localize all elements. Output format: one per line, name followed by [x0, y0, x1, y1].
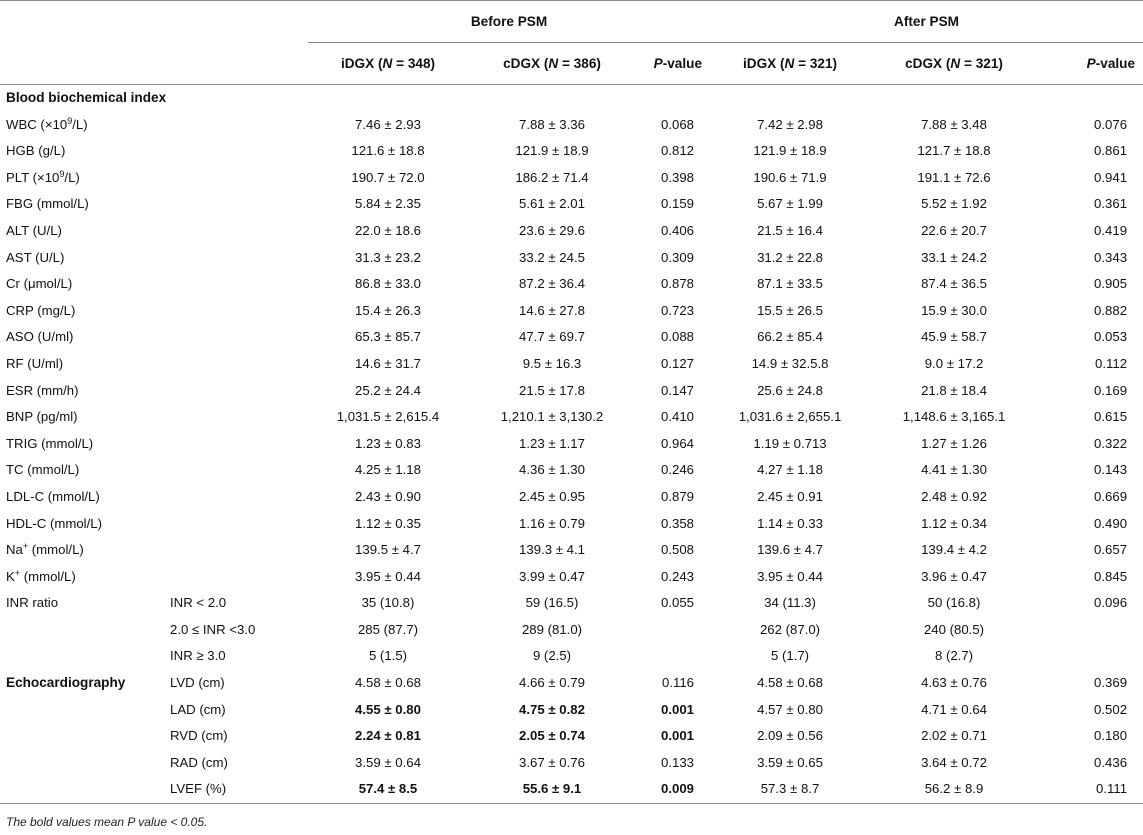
value-cell: 34 (11.3): [764, 595, 816, 611]
value-cell: 15.5 ± 26.5: [757, 302, 823, 318]
row-label: ESR (mm/h): [6, 382, 79, 398]
value-cell: 31.3 ± 23.2: [355, 249, 421, 265]
p-value-cell: [1038, 617, 1143, 644]
table-row: [0, 564, 1143, 591]
table-row: [0, 324, 1143, 351]
p-value-cell: 0.127: [661, 355, 695, 371]
value-cell: 3.96 ± 0.47: [921, 568, 987, 584]
value-cell: 9.0 ± 17.2: [924, 355, 984, 371]
value-cell: 4.27 ± 1.18: [757, 462, 823, 478]
value-cell: 14.9 ± 32.5.8: [751, 355, 829, 371]
p-value-cell: 0.001: [661, 728, 695, 744]
group-header-row: [0, 1, 1143, 43]
row-sublabel: RAD (cm): [170, 754, 228, 770]
column-header: iDGX (N = 348): [308, 43, 468, 85]
value-cell: 1,031.5 ± 2,615.4: [336, 409, 440, 425]
value-cell: 4.63 ± 0.76: [921, 675, 987, 691]
value-cell: 262 (87.0): [759, 621, 821, 637]
row-label: RF (U/ml): [6, 355, 64, 371]
value-cell: 139.3 ± 4.1: [519, 542, 585, 558]
value-cell: 139.5 ± 4.7: [355, 542, 421, 558]
p-value-cell: 0.243: [661, 568, 695, 584]
row-sublabel: INR < 2.0: [170, 595, 227, 611]
row-label: PLT $(\times 10^9/L)$: [6, 168, 80, 185]
value-cell: 2.45 ± 0.95: [519, 488, 585, 504]
before-psm-header: Before PSM: [308, 1, 710, 43]
row-sublabel: LVD (cm): [170, 675, 225, 691]
column-header: P-value: [636, 43, 710, 85]
value-cell: 5 (1.7): [770, 648, 810, 664]
table-row: [0, 218, 1143, 245]
value-cell: 190.7 ± 72.0: [351, 169, 425, 185]
value-cell: 87.4 ± 36.5: [921, 276, 987, 292]
value-cell: 25.6 ± 24.8: [757, 382, 823, 398]
p-value-cell: 0.878: [661, 276, 695, 292]
row-label: CRP (mg/L): [6, 302, 76, 318]
value-cell: 190.6 ± 71.9: [753, 169, 827, 185]
value-cell: 59 (16.5): [525, 595, 579, 611]
value-cell: 7.88 ± 3.48: [921, 116, 987, 132]
table-row: [0, 484, 1143, 511]
p-value-cell: 0.096: [1094, 595, 1128, 611]
row-label: [0, 643, 166, 670]
value-cell: 31.2 ± 22.8: [757, 249, 823, 265]
row-label: Na+ (mmol/L): [6, 541, 84, 558]
p-value-cell: 0.845: [1094, 568, 1128, 584]
p-value-cell: 0.343: [1094, 249, 1128, 265]
value-cell: 33.2 ± 24.5: [519, 249, 585, 265]
p-value-cell: [1038, 643, 1143, 670]
row-label: [0, 697, 166, 724]
row-label: AST (U/L): [6, 249, 65, 265]
row-sublabel: LAD (cm): [170, 701, 226, 717]
value-cell: 1.19 ± 0.713: [753, 435, 827, 451]
p-value-cell: 0.358: [661, 515, 695, 531]
value-cell: 21.5 ± 16.4: [757, 222, 823, 238]
value-cell: 15.4 ± 26.3: [355, 302, 421, 318]
p-value-cell: 0.406: [661, 222, 695, 238]
section-label: Echocardiography: [6, 675, 126, 691]
p-value-cell: 0.398: [661, 169, 695, 185]
value-cell: 4.71 ± 0.64: [921, 701, 987, 717]
value-cell: 4.75 ± 0.82: [519, 701, 585, 717]
value-cell: 50 (16.8): [927, 595, 981, 611]
value-cell: 3.95 ± 0.44: [757, 568, 823, 584]
row-label: [0, 617, 166, 644]
table-row: [0, 723, 1143, 750]
p-value-cell: 0.508: [661, 542, 695, 558]
value-cell: 5 (1.5): [368, 648, 408, 664]
value-cell: 1.12 ± 0.35: [355, 515, 421, 531]
value-cell: 121.7 ± 18.8: [917, 143, 991, 159]
table-row: [0, 457, 1143, 484]
p-value-cell: 0.361: [1094, 196, 1128, 212]
value-cell: 87.2 ± 36.4: [519, 276, 585, 292]
p-value-cell: 0.159: [661, 196, 695, 212]
p-value-cell: 0.322: [1094, 435, 1128, 451]
value-cell: 289 (81.0): [521, 621, 583, 637]
p-value-cell: 0.812: [661, 143, 695, 159]
p-value-cell: 0.502: [1094, 701, 1128, 717]
row-sublabel: LVEF (%): [166, 776, 308, 803]
table-row: [0, 138, 1143, 165]
value-cell: 4.58 ± 0.68: [757, 675, 823, 691]
row-sublabel: INR ≥ 3.0: [170, 648, 226, 664]
value-cell: 186.2 ± 71.4: [515, 169, 589, 185]
p-value-cell: 0.905: [1094, 276, 1128, 292]
value-cell: 86.8 ± 33.0: [355, 276, 421, 292]
row-sublabel: RVD (cm): [170, 728, 228, 744]
row-label: LDL-C (mmol/L): [6, 488, 100, 504]
value-cell: 2.05 ± 0.74: [519, 728, 585, 744]
value-cell: 121.9 ± 18.9: [753, 143, 827, 159]
value-cell: 87.1 ± 33.5: [757, 276, 823, 292]
value-cell: 4.36 ± 1.30: [519, 462, 585, 478]
table-row: [0, 511, 1143, 538]
p-value-cell: 0.068: [661, 116, 695, 132]
value-cell: 5.52 ± 1.92: [921, 196, 987, 212]
row-label: [0, 776, 166, 803]
value-cell: 4.66 ± 0.79: [519, 675, 585, 691]
value-cell: 14.6 ± 27.8: [519, 302, 585, 318]
table-row: [0, 378, 1143, 405]
value-cell: 22.6 ± 20.7: [921, 222, 987, 238]
value-cell: 139.4 ± 4.2: [921, 542, 987, 558]
row-label: ASO (U/ml): [6, 329, 74, 345]
table-row: [0, 750, 1143, 777]
value-cell: 57.3 ± 8.7: [710, 776, 870, 803]
value-cell: 7.42 ± 2.98: [757, 116, 823, 132]
table-body: [0, 85, 1143, 804]
p-value-cell: 0.436: [1094, 754, 1128, 770]
table-row: [0, 670, 1143, 697]
table-row: [0, 590, 1143, 617]
p-value-cell: 0.180: [1094, 728, 1128, 744]
p-value-cell: 0.490: [1094, 515, 1128, 531]
p-value-cell: 0.941: [1094, 169, 1128, 185]
p-value-cell: 0.309: [661, 249, 695, 265]
value-cell: 55.6 ± 9.1: [468, 776, 636, 803]
value-cell: 5.61 ± 2.01: [519, 196, 585, 212]
p-value-cell: 0.116: [661, 675, 695, 691]
value-cell: 4.41 ± 1.30: [921, 462, 987, 478]
table-row: [0, 271, 1143, 298]
p-value-cell: 0.723: [661, 302, 695, 318]
p-value-cell: 0.169: [1094, 382, 1128, 398]
value-cell: 3.64 ± 0.72: [921, 754, 987, 770]
value-cell: 1.27 ± 1.26: [921, 435, 987, 451]
value-cell: 240 (80.5): [923, 621, 985, 637]
value-cell: 2.45 ± 0.91: [757, 488, 823, 504]
p-value-cell: 0.147: [661, 382, 695, 398]
value-cell: 3.59 ± 0.65: [757, 754, 823, 770]
row-label: [0, 723, 166, 750]
value-cell: 2.48 ± 0.92: [921, 488, 987, 504]
value-cell: 1.12 ± 0.34: [921, 515, 987, 531]
value-cell: 23.6 ± 29.6: [519, 222, 585, 238]
row-label: TC (mmol/L): [6, 462, 80, 478]
after-psm-header: After PSM: [710, 1, 1143, 43]
p-value-cell: 0.879: [661, 488, 695, 504]
p-value-cell: 0.657: [1094, 542, 1128, 558]
p-value-cell: 0.861: [1094, 143, 1128, 159]
value-cell: 2.24 ± 0.81: [355, 728, 421, 744]
table-row: [0, 112, 1143, 139]
row-label: ALT (U/L): [6, 222, 62, 238]
table-row: [0, 697, 1143, 724]
table-row: [0, 191, 1143, 218]
value-cell: 1.23 ± 0.83: [355, 435, 421, 451]
value-cell: 2.43 ± 0.90: [355, 488, 421, 504]
value-cell: 3.59 ± 0.64: [355, 754, 421, 770]
value-cell: 57.4 ± 8.5: [308, 776, 468, 803]
row-label: FBG (mmol/L): [6, 196, 89, 212]
p-value-cell: 0.076: [1094, 116, 1128, 132]
value-cell: 5.67 ± 1.99: [757, 196, 823, 212]
row-label: WBC $(\times 10^9/L)$: [6, 115, 88, 132]
p-value-cell: 0.419: [1094, 222, 1128, 238]
value-cell: 14.6 ± 31.7: [355, 355, 421, 371]
table-row: [0, 245, 1143, 272]
value-cell: 65.3 ± 85.7: [355, 329, 421, 345]
value-cell: 3.67 ± 0.76: [519, 754, 585, 770]
row-label: INR ratio: [6, 595, 59, 611]
value-cell: 56.2 ± 8.9: [870, 776, 1038, 803]
p-value-cell: 0.882: [1094, 302, 1128, 318]
table-row: [0, 643, 1143, 670]
value-cell: 7.88 ± 3.36: [519, 116, 585, 132]
value-cell: 2.02 ± 0.71: [921, 728, 987, 744]
p-value-cell: 0.246: [661, 462, 695, 478]
table-row: [0, 431, 1143, 458]
value-cell: 1,031.6 ± 2,655.1: [738, 409, 842, 425]
section-row: [0, 85, 1143, 112]
value-cell: 121.6 ± 18.8: [351, 143, 425, 159]
p-value-cell: 0.112: [1095, 355, 1128, 371]
value-cell: 2.09 ± 0.56: [757, 728, 823, 744]
value-cell: 3.99 ± 0.47: [519, 568, 585, 584]
table-row: [0, 537, 1143, 564]
value-cell: 21.5 ± 17.8: [519, 382, 585, 398]
column-header: P-value: [1038, 43, 1143, 85]
column-header: cDGX (N = 321): [870, 43, 1038, 85]
row-label: HDL-C (mmol/L): [6, 515, 102, 531]
section-label: Blood biochemical index: [6, 90, 167, 105]
p-value-cell: 0.055: [661, 595, 695, 611]
column-header: iDGX (N = 321): [710, 43, 870, 85]
p-value-cell: 0.111: [1038, 776, 1143, 803]
p-value-cell: 0.410: [661, 409, 695, 425]
p-value-cell: 0.009: [636, 776, 710, 803]
value-cell: 47.7 ± 69.7: [519, 329, 585, 345]
table-row: [0, 404, 1143, 431]
value-cell: 1.14 ± 0.33: [757, 515, 823, 531]
p-value-cell: 0.615: [1094, 409, 1128, 425]
p-value-cell: [636, 617, 710, 644]
value-cell: 33.1 ± 24.2: [921, 249, 987, 265]
value-cell: 66.2 ± 85.4: [757, 329, 823, 345]
table-row: [0, 617, 1143, 644]
p-value-cell: 0.369: [1094, 675, 1128, 691]
value-cell: 15.9 ± 30.0: [921, 302, 987, 318]
value-cell: 1.23 ± 1.17: [519, 435, 585, 451]
value-cell: 4.55 ± 0.80: [355, 701, 421, 717]
value-cell: 4.25 ± 1.18: [355, 462, 421, 478]
table-row: [0, 351, 1143, 378]
p-value-cell: 0.133: [661, 754, 695, 770]
value-cell: 139.6 ± 4.7: [757, 542, 823, 558]
row-label: Cr (μmol/L): [6, 276, 73, 292]
footnote: The bold values mean P value < 0.05.: [6, 815, 208, 829]
value-cell: 3.95 ± 0.44: [355, 568, 421, 584]
column-header-row: [0, 43, 1143, 85]
table-row: [0, 776, 1143, 803]
value-cell: 5.84 ± 2.35: [355, 196, 421, 212]
p-value-cell: 0.964: [661, 435, 695, 451]
p-value-cell: 0.669: [1094, 488, 1128, 504]
value-cell: 25.2 ± 24.4: [355, 382, 421, 398]
table-row: [0, 298, 1143, 325]
value-cell: 285 (87.7): [357, 621, 419, 637]
column-header: cDGX (N = 386): [468, 43, 636, 85]
value-cell: 35 (10.8): [361, 595, 415, 611]
value-cell: 191.1 ± 72.6: [917, 169, 991, 185]
p-value-cell: [636, 643, 710, 670]
value-cell: 4.57 ± 0.80: [757, 701, 823, 717]
row-label: TRIG (mmol/L): [6, 435, 94, 451]
row-label: [0, 750, 166, 777]
table-row: [0, 165, 1143, 192]
row-label: HGB (g/L): [6, 143, 66, 159]
value-cell: 22.0 ± 18.6: [355, 222, 421, 238]
row-label: K+ (mmol/L): [6, 567, 76, 584]
value-cell: 9 (2.5): [532, 648, 572, 664]
value-cell: 21.8 ± 18.4: [921, 382, 987, 398]
value-cell: 45.9 ± 58.7: [921, 329, 987, 345]
p-value-cell: 0.143: [1094, 462, 1128, 478]
value-cell: 1,210.1 ± 3,130.2: [500, 409, 604, 425]
p-value-cell: 0.088: [661, 329, 695, 345]
row-sublabel: 2.0 ≤ INR <3.0: [170, 621, 256, 637]
value-cell: 8 (2.7): [934, 648, 974, 664]
value-cell: 1,148.6 ± 3,165.1: [902, 409, 1006, 425]
value-cell: 1.16 ± 0.79: [519, 515, 585, 531]
value-cell: 9.5 ± 16.3: [522, 355, 582, 371]
value-cell: 121.9 ± 18.9: [515, 143, 589, 159]
p-value-cell: 0.053: [1094, 329, 1128, 345]
value-cell: 4.58 ± 0.68: [355, 675, 421, 691]
row-label: BNP (pg/ml): [6, 409, 78, 425]
p-value-cell: 0.001: [661, 701, 695, 717]
value-cell: 7.46 ± 2.93: [355, 116, 421, 132]
